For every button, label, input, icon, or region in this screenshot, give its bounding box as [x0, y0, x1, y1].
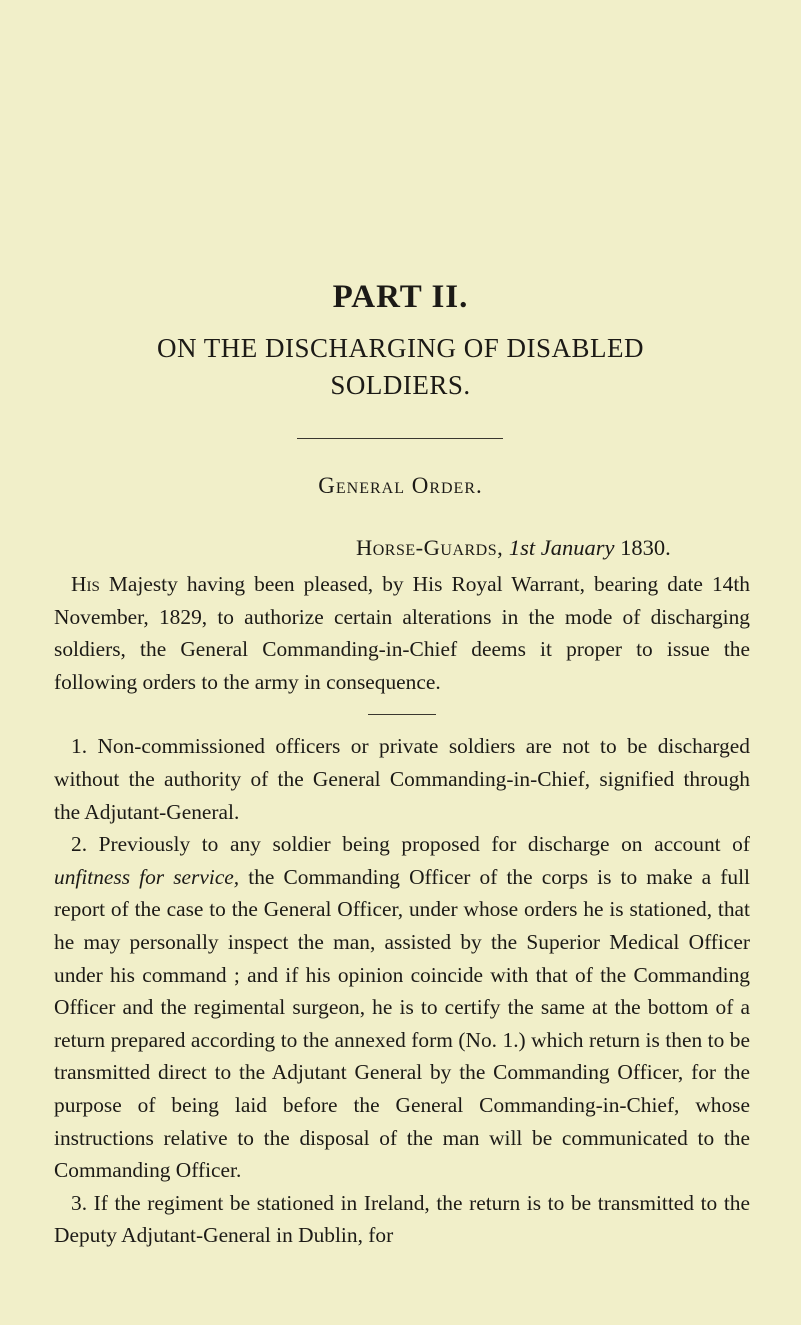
part-heading: PART II.: [332, 279, 469, 315]
paragraph-3: 3. If the regiment be stationed in Ireland, the return is to be transmitted to the Deputy Adjutant-General in Dublin, for: [54, 1190, 750, 1248]
order-dateline: [356, 535, 671, 561]
paragraph-1: 1. Non-commissioned officers or private soldiers are not to be discharged without the authority of the General Commanding-in-Chief, signified through the Adjutant-General.: [54, 734, 750, 824]
paragraph-2-emphasis: unfitness for service,: [54, 864, 240, 889]
order-body: [54, 568, 750, 1252]
section-title-line-2: SOLDIERS.: [330, 370, 471, 400]
title-divider: [297, 438, 503, 439]
paragraph-2-rest: the Commanding Officer of the corps is to make a full report of the case to the General Officer, under whose orders he is stationed, that he may personally inspect the man, assisted by the Superior Medical Officer under his command ; and if his opinion coincide with that of the Commanding Officer and the regimental surgeon, he is to certify the same at the bottom of a return prepared according to the annexed form (No. 1.) which return is then to be transmitted direct to the Adjutant General by the Commanding Officer, for the purpose of being laid before the General Commanding-in-Chief, whose instructions relative to the disposal of the man will be communicated to the Commanding Officer.: [54, 864, 750, 1183]
paragraph-divider: [368, 714, 436, 715]
dateline-day: 1st January: [508, 535, 615, 560]
section-title-line-1: ON THE DISCHARGING OF DISABLED: [156, 333, 644, 363]
preamble-his: His: [71, 572, 100, 596]
dateline-place: Horse-Guards,: [356, 535, 504, 560]
preamble-text: Majesty having been pleased, by His Royal Warrant, bearing date 14th November, 1829, to authorize certain alterations in the mode of discharging soldiers, the General Commanding-in-Chief deems it proper to issue the following orders to the army in consequence.: [54, 572, 750, 694]
paragraph-2-start: 2. Previously to any soldier being proposed for discharge on account of: [71, 832, 750, 857]
preamble-paragraph: [54, 568, 750, 698]
dateline-year: 1830.: [620, 535, 671, 560]
paragraph-2: [54, 828, 750, 1187]
general-order-heading: General Order.: [318, 473, 483, 498]
